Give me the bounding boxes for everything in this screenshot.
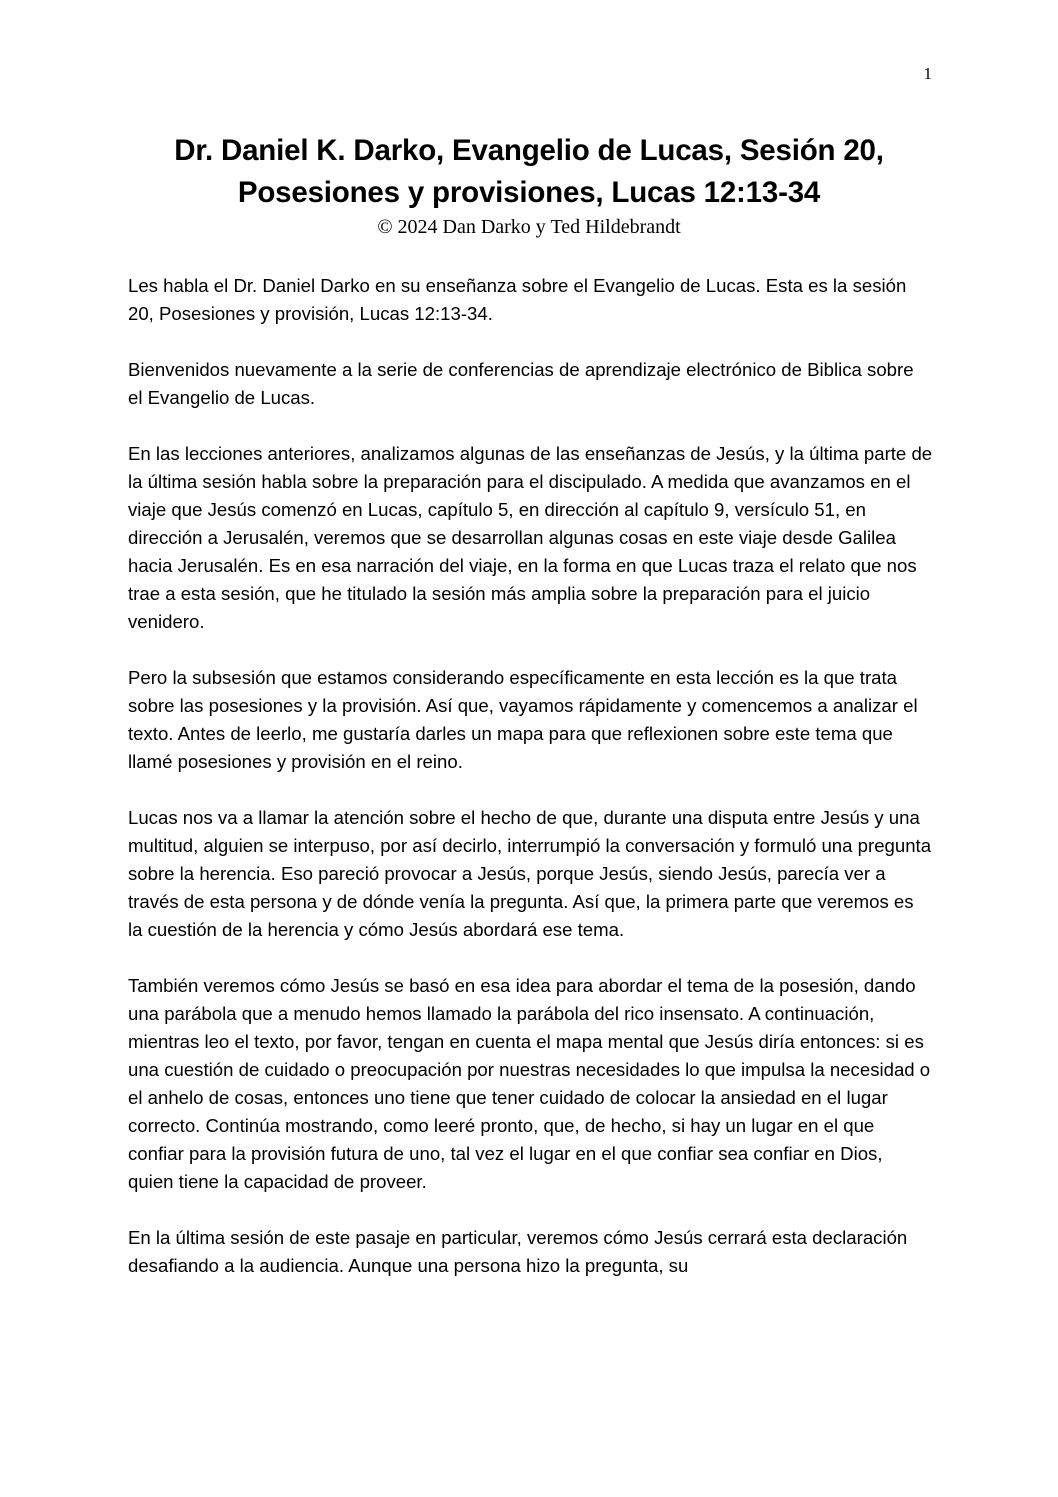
paragraph-2: Bienvenidos nuevamente a la serie de conferencias de aprendizaje electrónico de Biblica sobre el Evangelio de Lucas. — [128, 359, 914, 408]
paragraph-5: Lucas nos va a llamar la atención sobre el hecho de que, durante una disputa entre Jesús y una multitud, alguien se interpuso, por así decirlo, interrumpió la conversación y formuló una pregunta sobre la herencia. Eso pareció provocar a Jesús, porque Jesús, siendo Jesús, parecía ver a través de esta persona y de dónde venía la pregunta. Así que, la primera parte que veremos es la cuestión de la herencia y cómo Jesús abordará ese tema. — [128, 807, 932, 940]
document-header — [0, 130, 1058, 240]
copyright-line: © 2024 Dan Darko y Ted Hildebrandt — [377, 216, 681, 238]
paragraph-6: También veremos cómo Jesús se basó en esa idea para abordar el tema de la posesión, dando una parábola que a menudo hemos llamado la parábola del rico insensato. A continuación, mientras leo el texto, por favor, tengan en cuenta el mapa mental que Jesús diría entonces: si es una cuestión de cuidado o preocupación por nuestras necesidades lo que impulsa la necesidad o el anhelo de cosas, entonces uno tiene que tener cuidado de colocar la ansiedad en el lugar correcto. Continúa mostrando, como leeré pronto, que, de hecho, si hay un lugar en el que confiar para la provisión futura de uno, tal vez el lugar en el que confiar sea confiar en Dios, quien tiene la capacidad de proveer. — [128, 975, 931, 1192]
paragraph-7: En la última sesión de este pasaje en particular, veremos cómo Jesús cerrará esta declaración desafiando a la audiencia. Aunque una persona hizo la pregunta, su — [128, 1227, 908, 1276]
document-body — [128, 272, 933, 1308]
paragraph-1: Les habla el Dr. Daniel Darko en su enseñanza sobre el Evangelio de Lucas. Esta es la sesión 20, Posesiones y provisión, Lucas 12:13-34. — [128, 275, 907, 324]
title-line-1: Dr. Daniel K. Darko, Evangelio de Lucas, Sesión 20, — [174, 134, 884, 167]
paragraph-3: En las lecciones anteriores, analizamos algunas de las enseñanzas de Jesús, y la última parte de la última sesión habla sobre la preparación para el discipulado. A medida que avanzamos en el viaje que Jesús comenzó en Lucas, capítulo 5, en dirección al capítulo 9, versículo 51, en dirección a Jerusalén, veremos que se desarrollan algunas cosas en este viaje desde Galilea hacia Jerusalén. Es en esa narración del viaje, en la forma en que Lucas traza el relato que nos trae a esta sesión, que he titulado la sesión más amplia sobre la preparación para el juicio venidero. — [128, 443, 933, 632]
title-line-2: Posesiones y provisiones, Lucas 12:13-34 — [237, 176, 821, 209]
paragraph-4: Pero la subsesión que estamos considerando específicamente en esta lección es la que trata sobre las posesiones y la provisión. Así que, vayamos rápidamente y comencemos a analizar el texto. Antes de leerlo, me gustaría darles un mapa para que reflexionen sobre este tema que llamé posesiones y provisión en el reino. — [128, 667, 918, 772]
document-title — [0, 130, 1058, 214]
page-number: 1 — [923, 64, 932, 83]
